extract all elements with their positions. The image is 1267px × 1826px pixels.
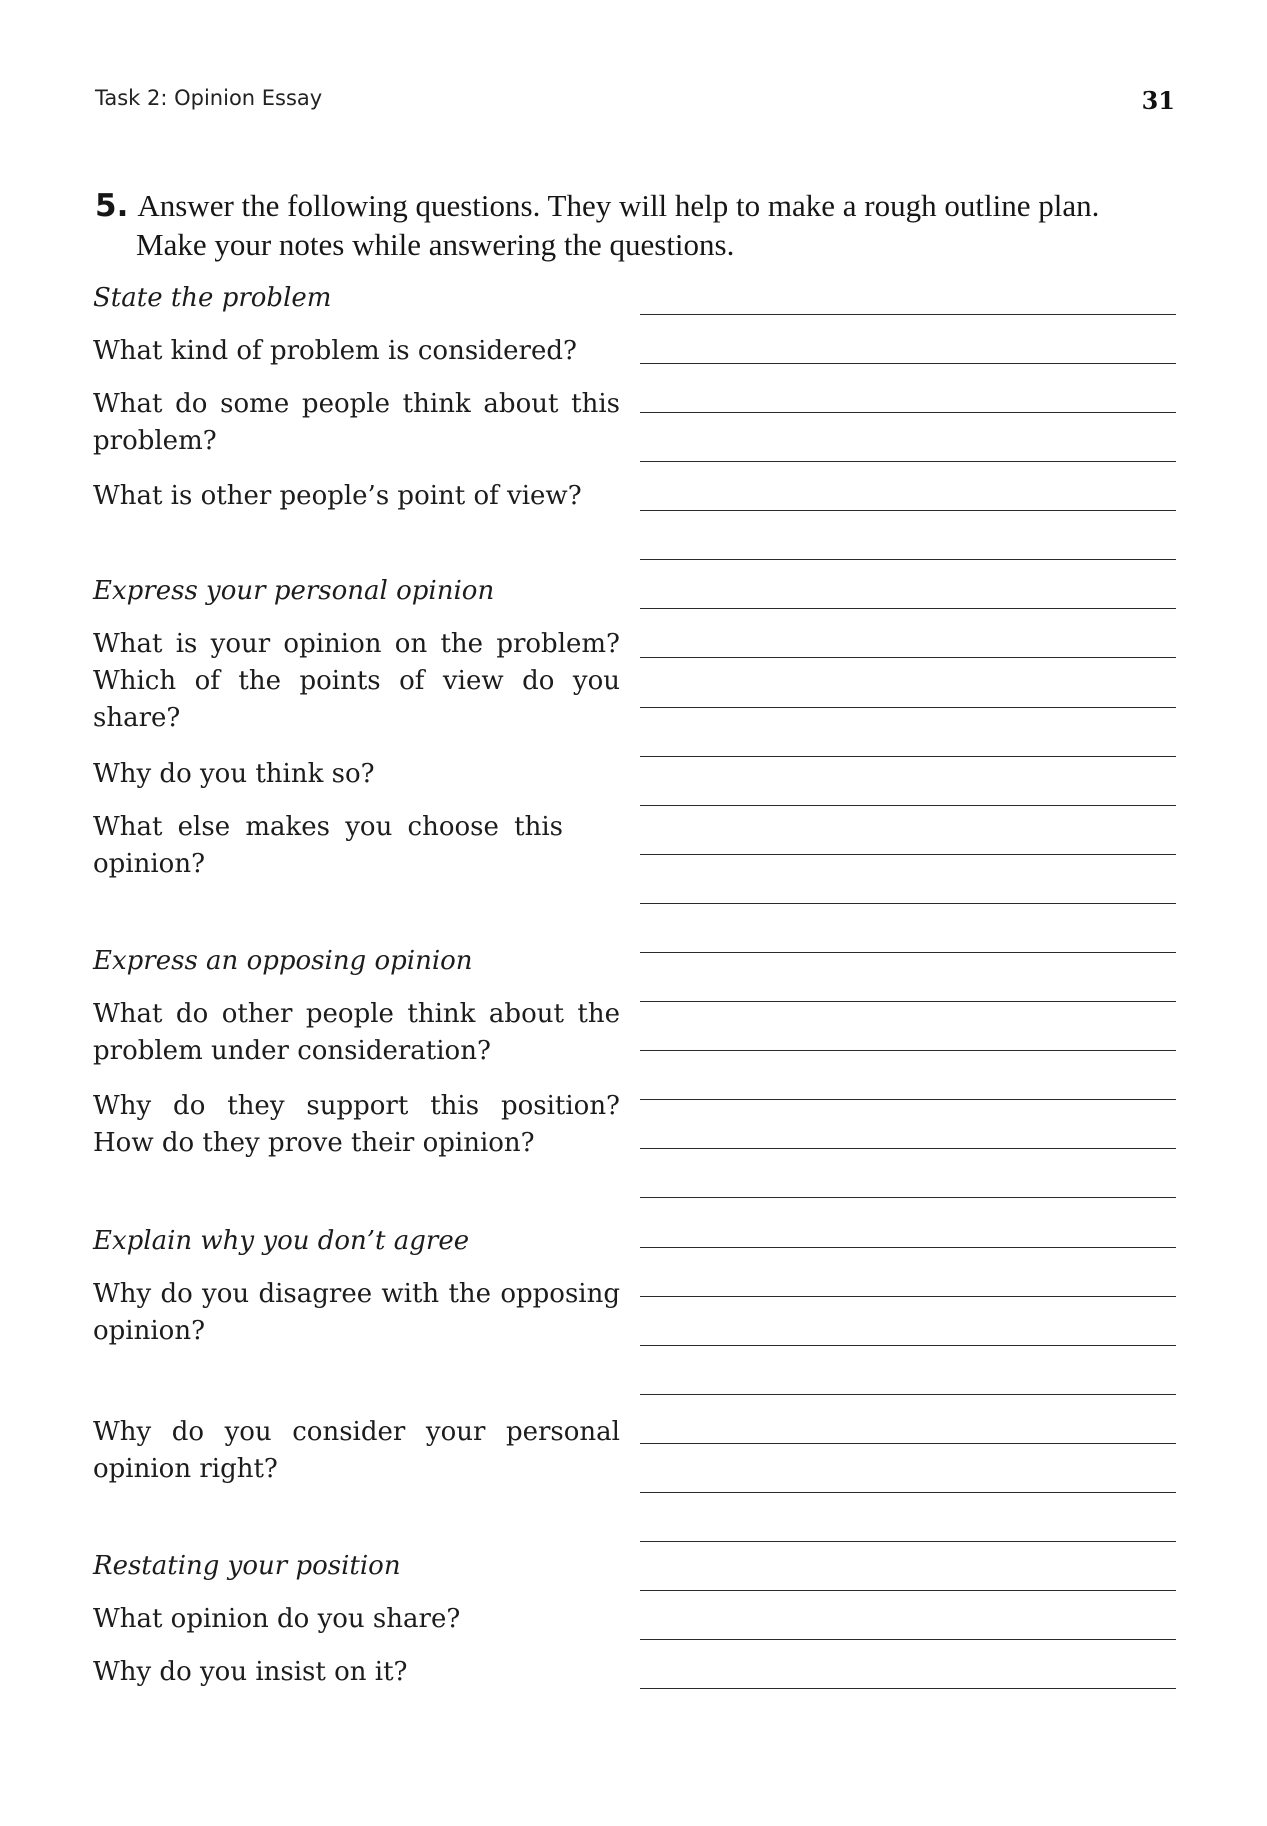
page-header (95, 86, 1175, 120)
question-others-think: What do other people think about the problem under consideration? (93, 999, 620, 1066)
question-why-disagree: Why do you disagree with the opposing opinion? (93, 1279, 620, 1346)
answer-line[interactable] (640, 1148, 1176, 1149)
answer-line[interactable] (640, 1639, 1176, 1640)
answer-line[interactable] (640, 363, 1176, 364)
answer-line[interactable] (640, 1345, 1176, 1346)
question-why-insist: Why do you insist on it? (93, 1657, 408, 1687)
question-your-opinion: What is your opinion on the problem? Which of the points of view do you share? (93, 629, 620, 733)
answer-line[interactable] (640, 461, 1176, 462)
answer-line[interactable] (640, 1590, 1176, 1591)
page-number: 31 (1141, 86, 1175, 115)
answer-line[interactable] (640, 952, 1176, 953)
answer-line[interactable] (640, 1394, 1176, 1395)
answer-line[interactable] (640, 1050, 1176, 1051)
question-why-support: Why do they support this position? How do they prove their opinion? (93, 1091, 620, 1158)
answer-line[interactable] (640, 707, 1176, 708)
answer-line[interactable] (640, 657, 1176, 658)
section-heading-explain-disagree: Explain why you don’t agree (93, 1226, 470, 1256)
section-heading-restating-position: Restating your position (93, 1551, 401, 1581)
question-some-people-think: What do some people think about this problem? (93, 389, 620, 456)
task-instruction-line-1: Answer the following questions. They will help to make a rough outline plan. (137, 188, 1100, 223)
answer-line[interactable] (640, 903, 1176, 904)
answer-line[interactable] (640, 608, 1176, 609)
answer-line[interactable] (640, 1688, 1176, 1689)
question-opinion-share: What opinion do you share? (93, 1604, 461, 1634)
answer-line[interactable] (640, 559, 1176, 560)
answer-line[interactable] (640, 756, 1176, 757)
task-instruction-line-2: Make your notes while answering the questions. (136, 227, 735, 262)
answer-line[interactable] (640, 412, 1176, 413)
answer-line[interactable] (640, 854, 1176, 855)
answer-line[interactable] (640, 1492, 1176, 1493)
answer-line[interactable] (640, 1099, 1176, 1100)
answer-line[interactable] (640, 1197, 1176, 1198)
answer-line[interactable] (640, 510, 1176, 511)
task-number: 5. (95, 188, 129, 224)
answer-line[interactable] (640, 314, 1176, 315)
section-heading-opposing-opinion: Express an opposing opinion (93, 946, 473, 976)
running-title: Task 2: Opinion Essay (95, 86, 323, 110)
question-personal-opinion-right: Why do you consider your personal opinion right? (93, 1417, 620, 1484)
question-kind-of-problem: What kind of problem is considered? (93, 336, 577, 366)
task-instruction (95, 188, 1099, 224)
section-heading-personal-opinion: Express your personal opinion (93, 576, 495, 606)
answer-line[interactable] (640, 1443, 1176, 1444)
answer-line[interactable] (640, 805, 1176, 806)
question-what-else: What else makes you choose this opinion? (93, 812, 563, 879)
section-heading-state-problem: State the problem (93, 283, 332, 313)
answer-line[interactable] (640, 1541, 1176, 1542)
question-why-think-so: Why do you think so? (93, 759, 375, 789)
question-other-point-of-view: What is other people’s point of view? (93, 481, 582, 511)
answer-line[interactable] (640, 1001, 1176, 1002)
answer-line[interactable] (640, 1296, 1176, 1297)
answer-line[interactable] (640, 1247, 1176, 1248)
